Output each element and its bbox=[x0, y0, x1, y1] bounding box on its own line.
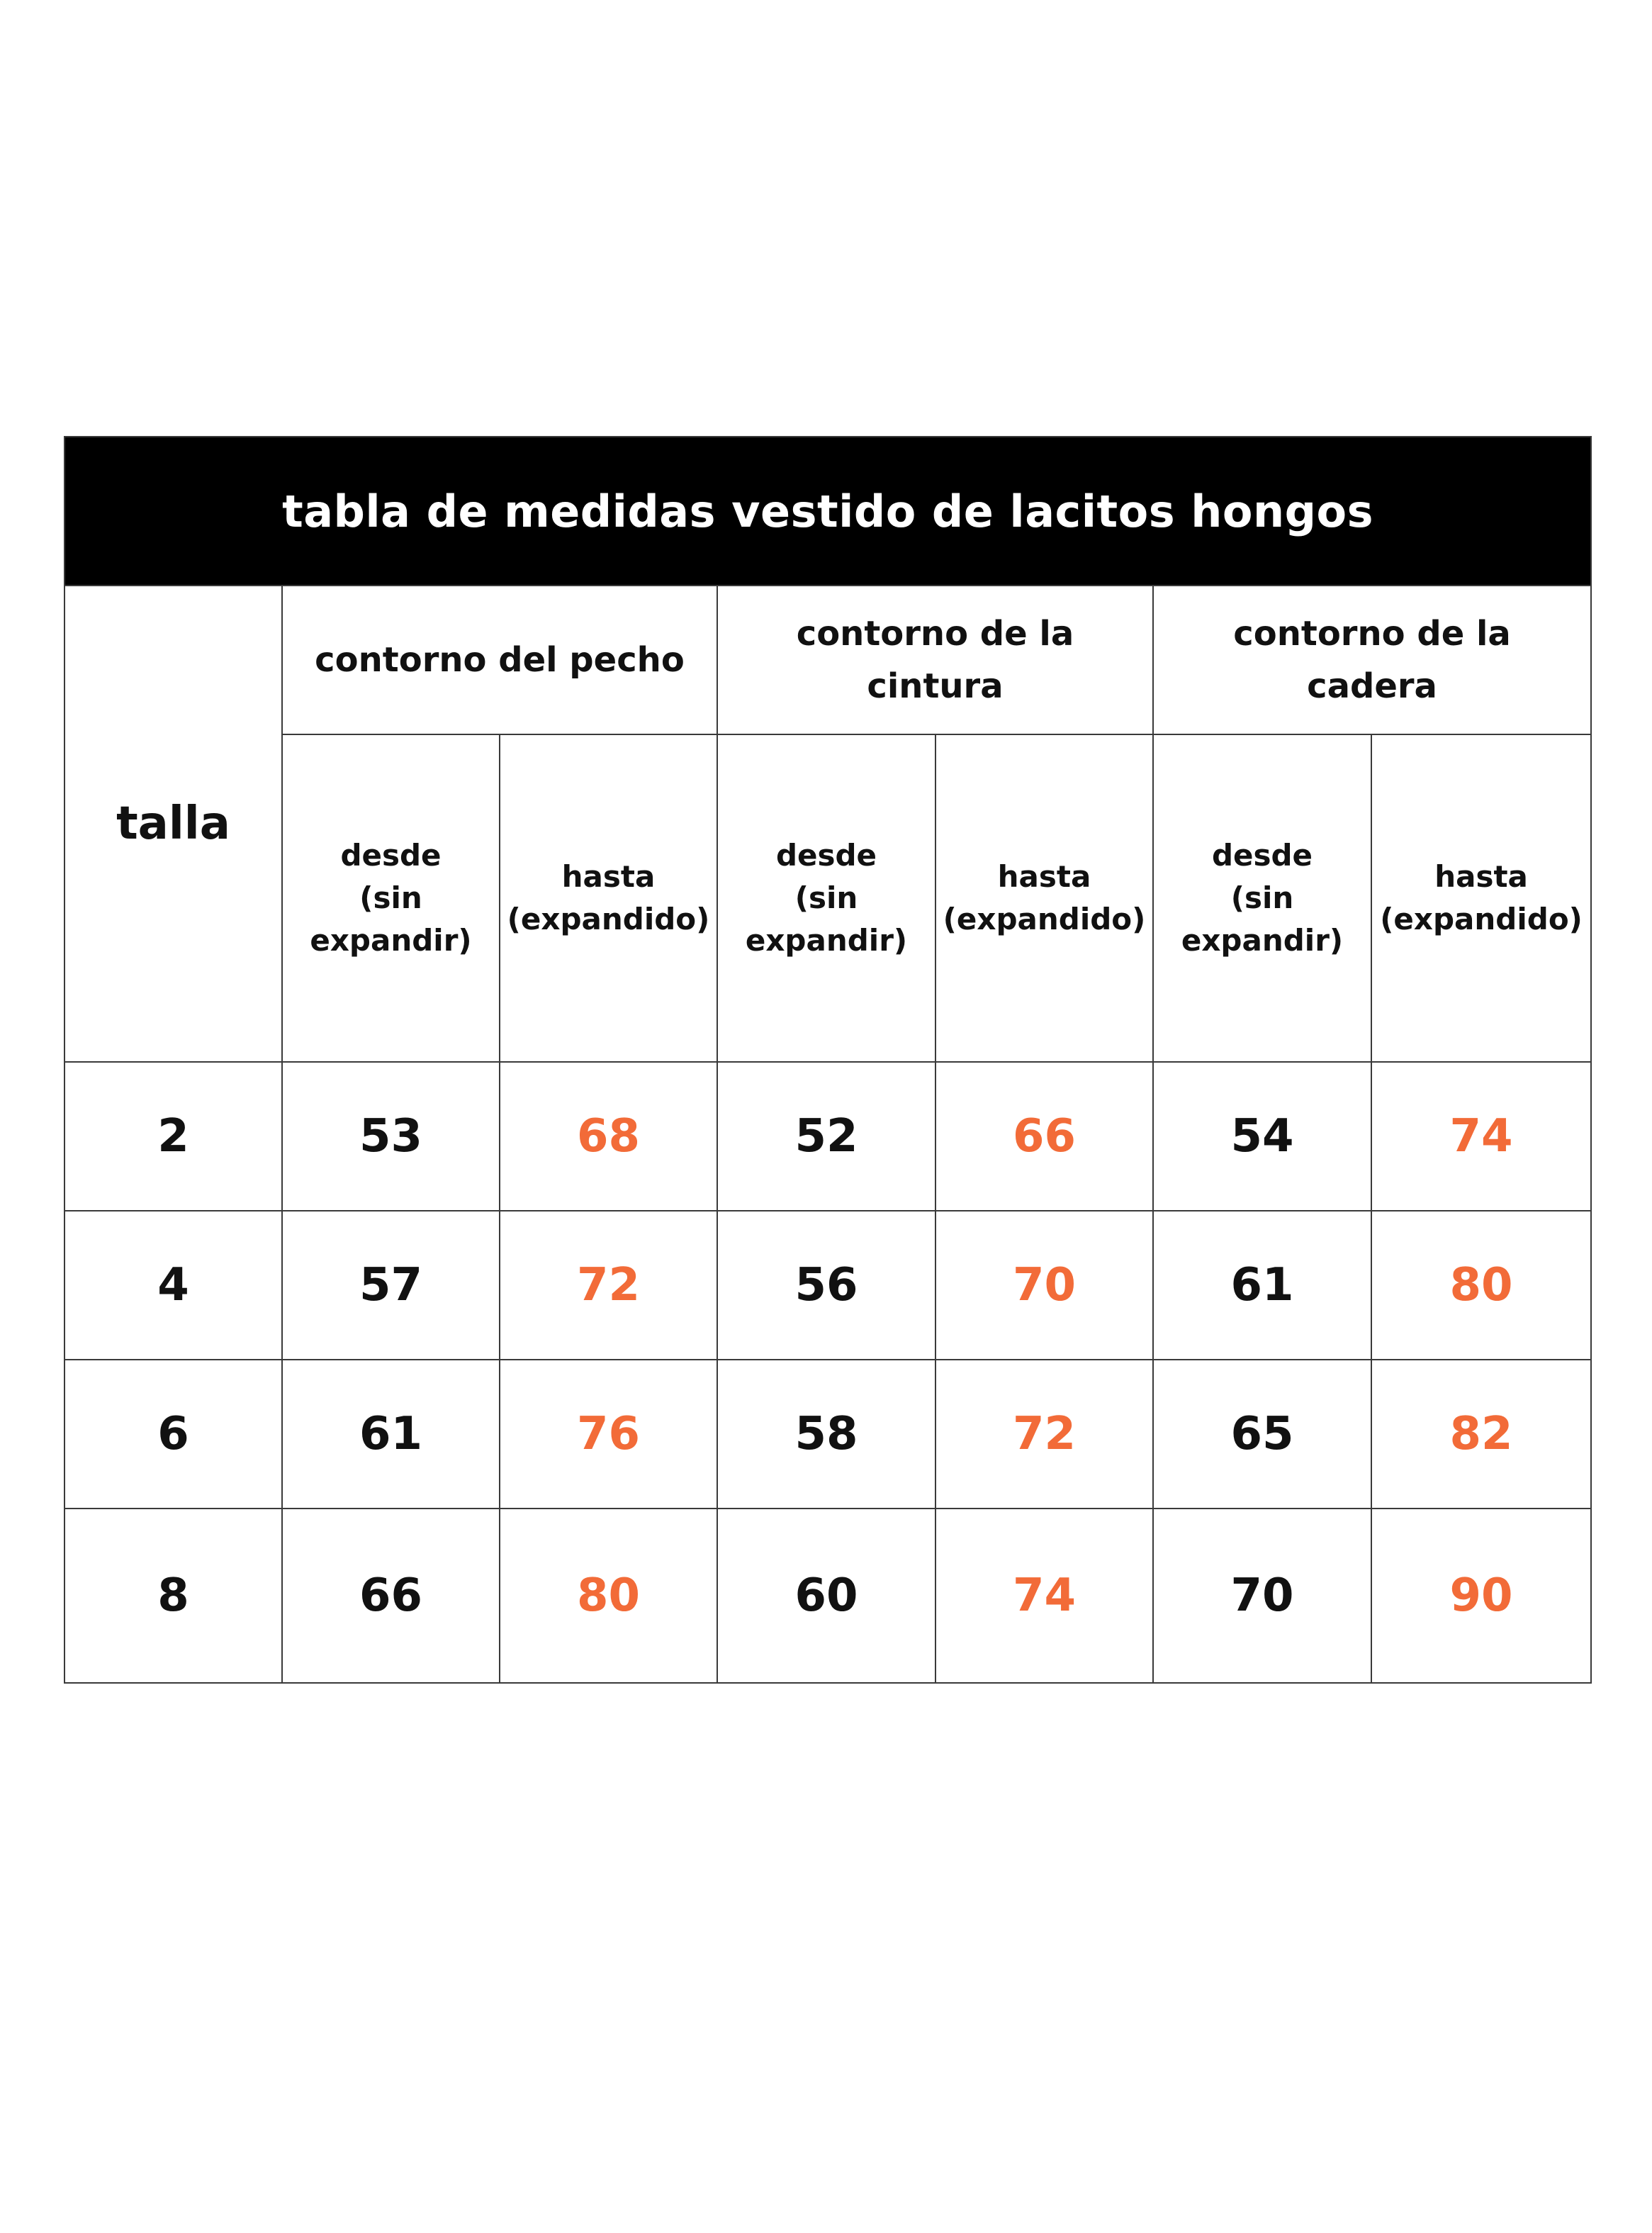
waist-max-value: 74 bbox=[935, 1509, 1153, 1683]
chest-min-value: 66 bbox=[282, 1509, 500, 1683]
chest-max-header: hasta (expandido) bbox=[500, 734, 717, 1062]
size-value: 4 bbox=[64, 1211, 282, 1360]
hip-max-value: 90 bbox=[1371, 1509, 1591, 1683]
table-row bbox=[64, 1062, 1591, 1211]
table-title: tabla de medidas vestido de lacitos hongos bbox=[64, 437, 1591, 586]
hip-min-header: desde (sin expandir) bbox=[1153, 734, 1371, 1062]
waist-max-value: 72 bbox=[935, 1360, 1153, 1509]
size-value: 2 bbox=[64, 1062, 282, 1211]
table-row bbox=[64, 1211, 1591, 1360]
size-value: 6 bbox=[64, 1360, 282, 1509]
table-row bbox=[64, 1509, 1591, 1683]
waist-group-header: contorno de la cintura bbox=[717, 586, 1153, 734]
hip-max-value: 80 bbox=[1371, 1211, 1591, 1360]
waist-min-value: 60 bbox=[717, 1509, 935, 1683]
size-chart-table bbox=[64, 436, 1592, 1684]
hip-max-header: hasta (expandido) bbox=[1371, 734, 1591, 1062]
chest-max-value: 80 bbox=[500, 1509, 717, 1683]
chest-min-value: 57 bbox=[282, 1211, 500, 1360]
waist-min-value: 56 bbox=[717, 1211, 935, 1360]
hip-min-value: 65 bbox=[1153, 1360, 1371, 1509]
waist-min-value: 52 bbox=[717, 1062, 935, 1211]
waist-min-header: desde (sin expandir) bbox=[717, 734, 935, 1062]
table-row bbox=[64, 1360, 1591, 1509]
waist-max-value: 70 bbox=[935, 1211, 1153, 1360]
hip-group-header: contorno de la cadera bbox=[1153, 586, 1591, 734]
chest-max-value: 72 bbox=[500, 1211, 717, 1360]
hip-max-value: 82 bbox=[1371, 1360, 1591, 1509]
chest-min-value: 53 bbox=[282, 1062, 500, 1211]
size-column-header: talla bbox=[64, 586, 282, 1062]
hip-min-value: 61 bbox=[1153, 1211, 1371, 1360]
size-value: 8 bbox=[64, 1509, 282, 1683]
chest-max-value: 76 bbox=[500, 1360, 717, 1509]
hip-min-value: 54 bbox=[1153, 1062, 1371, 1211]
chest-max-value: 68 bbox=[500, 1062, 717, 1211]
chest-min-header: desde (sin expandir) bbox=[282, 734, 500, 1062]
waist-max-value: 66 bbox=[935, 1062, 1153, 1211]
hip-min-value: 70 bbox=[1153, 1509, 1371, 1683]
waist-min-value: 58 bbox=[717, 1360, 935, 1509]
chest-group-header: contorno del pecho bbox=[282, 586, 717, 734]
chest-min-value: 61 bbox=[282, 1360, 500, 1509]
hip-max-value: 74 bbox=[1371, 1062, 1591, 1211]
waist-max-header: hasta (expandido) bbox=[935, 734, 1153, 1062]
